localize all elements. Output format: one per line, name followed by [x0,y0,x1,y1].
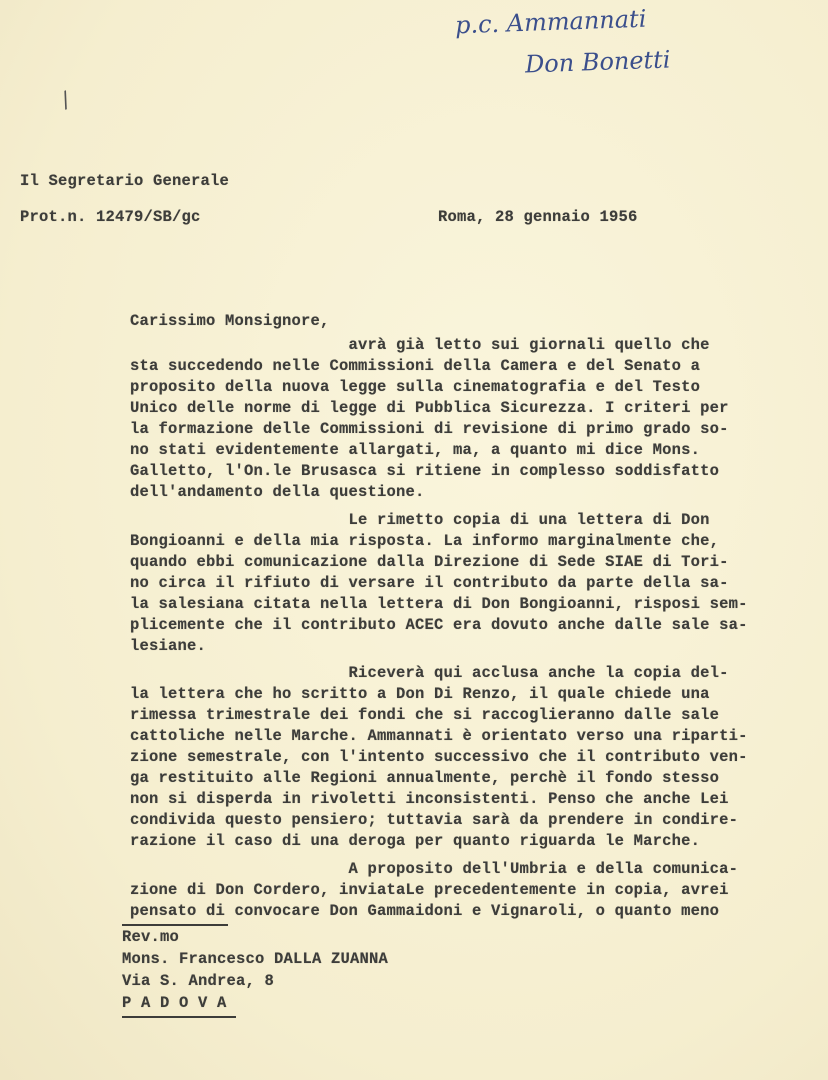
recipient-street: Via S. Andrea, 8 [122,972,275,990]
body-line: razione il caso di una deroga per quanto riguarda le Marche. [130,832,701,850]
corner-pencil-mark: / [57,87,74,114]
body-line: A proposito dell'Umbria e della comunica- [130,860,739,878]
body-line: non si disperda in rivoletti inconsistenti. Penso che anche Lei [130,790,729,808]
body-line: cattoliche nelle Marche. Ammannati è orientato verso una riparti- [130,727,748,745]
body-line: zione di Don Cordero, inviataLe precedentemente in copia, avrei [130,881,729,899]
body-line: Bongioanni e della mia risposta. La informo marginalmente che, [130,532,720,550]
handwritten-note-name: Don Bonetti [524,45,671,79]
body-line: proposito della nuova legge sulla cinematografia e del Testo [130,378,701,396]
body-line: plicemente che il contributo ACEC era dovuto anche dalle sale sa- [130,616,748,634]
place-date: Roma, 28 gennaio 1956 [438,208,638,226]
handwritten-note-cc: p.c. Ammannati [454,4,647,40]
body-line: no circa il rifiuto di versare il contributo da parte della sa- [130,574,729,592]
body-line: Le rimetto copia di una lettera di Don [130,511,710,529]
body-line: pensato di convocare Don Gammaidoni e Vignaroli, o quanto meno [130,902,720,920]
body-line: zione semestrale, con l'intento successivo che il contributo ven- [130,748,748,766]
protocol-number: Prot.n. 12479/SB/gc [20,208,201,226]
body-line: sta succedendo nelle Commissioni della Camera e del Senato a [130,357,701,375]
body-line: Unico delle norme di legge di Pubblica Sicurezza. I criteri per [130,399,729,417]
body-line: avrà già letto sui giornali quello che [130,336,710,354]
recipient-title-rule [122,924,228,926]
recipient-city: P A D O V A [122,994,227,1012]
body-line: la formazione delle Commissioni di revisione di primo grado so- [130,420,729,438]
recipient-name: Mons. Francesco DALLA ZUANNA [122,950,389,968]
body-line: condivida questo pensiero; tuttavia sarà da prendere in condire- [130,811,739,829]
office-heading: Il Segretario Generale [20,172,230,190]
body-line: rimessa trimestrale dei fondi che si raccoglieranno dalle sale [130,706,720,724]
body-line: Riceverà qui acclusa anche la copia del- [130,664,729,682]
salutation: Carissimo Monsignore, [130,312,330,330]
body-line: Galletto, l'On.le Brusasca si ritiene in complesso soddisfatto [130,462,720,480]
body-line: no stati evidentemente allargati, ma, a quanto mi dice Mons. [130,441,701,459]
body-line: quando ebbi comunicazione dalla Direzione di Sede SIAE di Tori- [130,553,729,571]
recipient-city-underline [122,1016,236,1018]
body-line: la salesiana citata nella lettera di Don Bongioanni, risposi sem- [130,595,748,613]
body-line: ga restituito alle Regioni annualmente, perchè il fondo stesso [130,769,720,787]
body-line: lesiane. [130,637,207,655]
body-line: dell'andamento della questione. [130,483,425,501]
recipient-title: Rev.mo [122,928,180,946]
body-line: la lettera che ho scritto a Don Di Renzo, il quale chiede una [130,685,710,703]
